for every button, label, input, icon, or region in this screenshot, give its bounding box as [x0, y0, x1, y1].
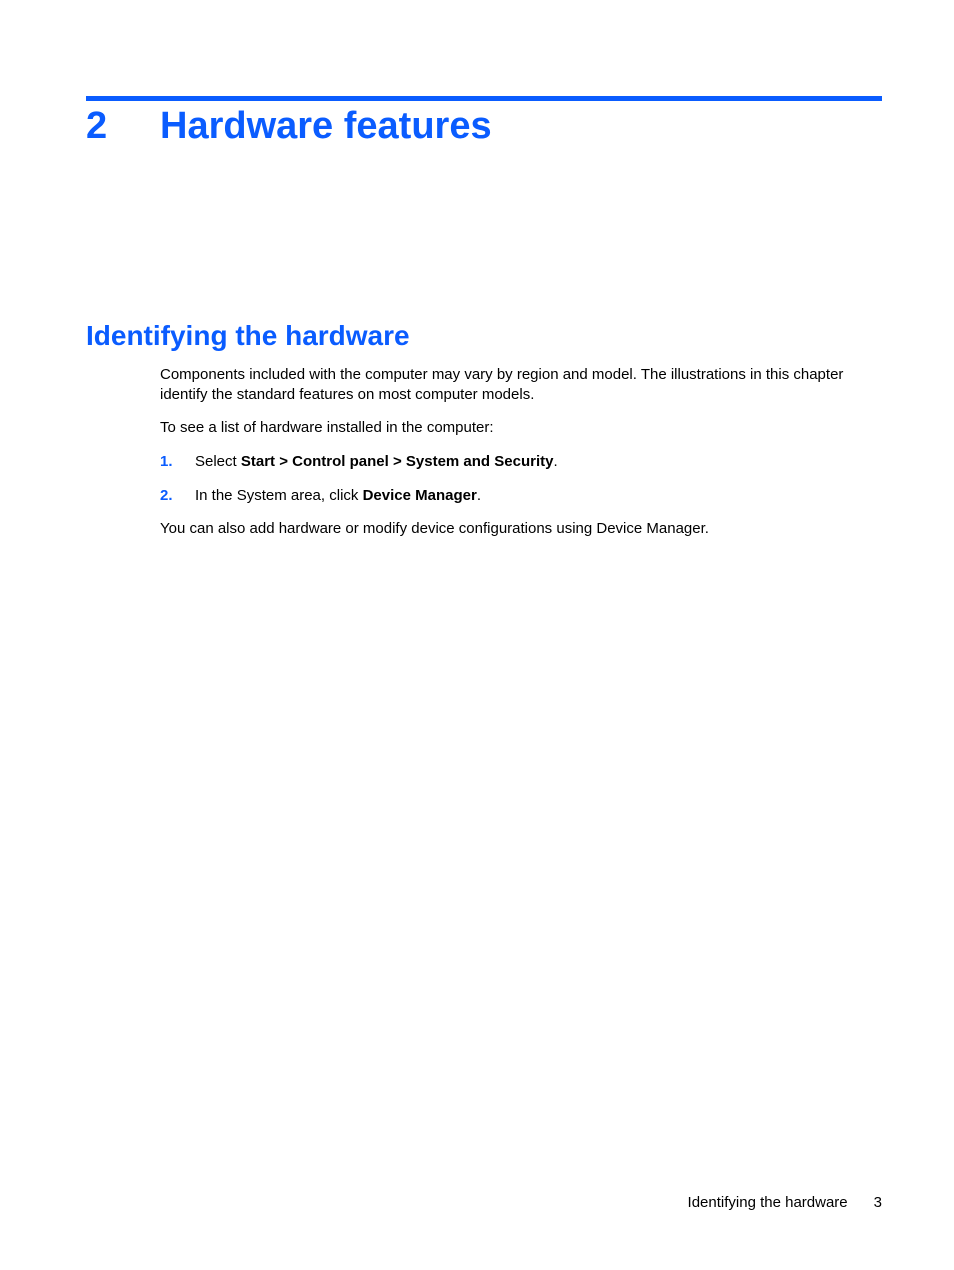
step-2-suffix: . — [476, 487, 481, 504]
step-1-text — [195, 452, 558, 472]
chapter-title: Hardware features — [160, 105, 492, 147]
step-1-prefix: Select — [195, 453, 241, 470]
closing-paragraph: You can also add hardware or modify device configurations using Device Manager. — [160, 520, 709, 537]
step-1-suffix: . — [553, 453, 558, 470]
section-title: Identifying the hardware — [86, 320, 410, 351]
step-1-number: 1. — [160, 453, 173, 470]
intro-paragraph: Components included with the computer may vary by region and model. The illustrations in this chapter identify the standard features on most computer models. — [160, 366, 844, 403]
step-1-command: Start > Control panel > System and Security — [240, 453, 554, 470]
list-intro-paragraph: To see a list of hardware installed in the computer: — [160, 419, 494, 436]
step-2-prefix: In the System area, click — [195, 487, 363, 504]
chapter-number: 2 — [86, 105, 108, 147]
page-number: 3 — [873, 1194, 882, 1211]
footer-section-title: Identifying the hardware — [687, 1194, 848, 1211]
step-2-number: 2. — [160, 487, 173, 504]
step-2-text — [195, 486, 481, 506]
page-footer — [688, 1193, 882, 1213]
step-2-command: Device Manager — [362, 487, 477, 504]
